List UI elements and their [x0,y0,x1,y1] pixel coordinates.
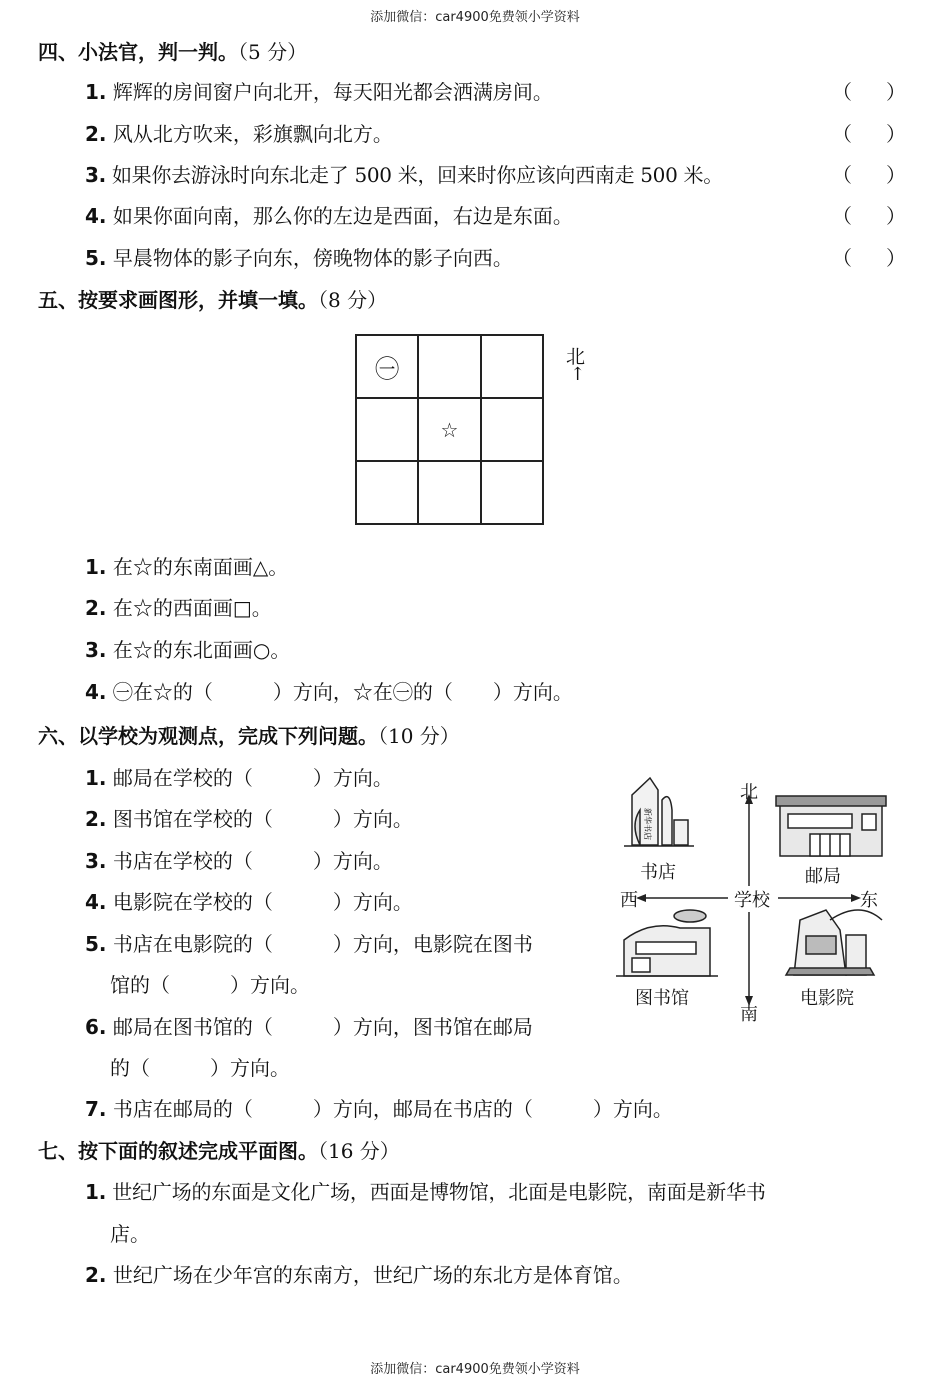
item-text[interactable]: ㊀在☆的（ ）方向，☆在㊀的（ ）方向。 [112,680,573,704]
judge-blank-5[interactable] [832,242,906,271]
paren-open: （ [832,204,852,228]
judge-blank-3[interactable] [832,159,906,188]
section5-title [38,284,387,313]
section6-item-7 [85,1093,673,1122]
section5-item-3 [85,634,290,663]
section4-item-5 [85,242,513,271]
section7-item-1 [85,1176,766,1205]
item-text: 在☆的东南面画△。 [112,555,289,579]
item-number: 2. [85,122,107,146]
paren-open: （ [832,163,852,187]
section4-item-1 [85,76,553,105]
bookstore-icon [624,778,694,846]
section4-title [38,36,307,65]
item-number: 2. [85,807,107,831]
watermark-bottom: 添加微信：car4900免费领小学资料 [370,1362,580,1377]
map-post-office-label: 邮局 [805,866,841,887]
judge-blank-1[interactable] [832,76,906,105]
section7-points: （16 分） [318,1139,400,1163]
section6-item-6 [85,1011,533,1040]
paren-close: ） [886,246,906,270]
item-text: 如果你去游泳时向东北走了 500 米，回来时你应该向西南走 500 米。 [111,163,723,187]
item-number: 3. [85,849,107,873]
north-arrow-icon: ↑ [570,364,586,385]
grid-cell-n[interactable] [418,335,480,398]
north-label: 北 [566,346,586,368]
grid-cell-nw[interactable] [356,335,418,398]
section6-item-5-cont[interactable]: 馆的（ ）方向。 [110,973,310,997]
item-number: 7. [85,1097,107,1121]
grid-cell-ne[interactable] [481,335,543,398]
item-number: 2. [85,1263,107,1287]
map-library-label: 图书馆 [635,988,689,1009]
item-text: 世纪广场在少年宫的东南方，世纪广场的东北方是体育馆。 [112,1263,633,1287]
section6-title [38,720,460,749]
item-text[interactable]: 书店在电影院的（ ）方向，电影院在图书 [112,932,533,956]
item-number: 4. [85,890,107,914]
map-north-label: 北 [740,782,758,803]
item-number: 3. [85,163,106,187]
watermark-top: 添加微信：car4900免费领小学资料 [370,10,580,25]
section4-item-4 [85,200,573,229]
grid-cell-se[interactable] [481,461,543,524]
map-cinema-label: 电影院 [800,988,854,1009]
item-text: 风从北方吹来，彩旗飘向北方。 [112,122,393,146]
section5-item-1 [85,551,288,580]
item-number: 5. [85,932,107,956]
item-number: 6. [85,1015,107,1039]
item-text: 早晨物体的影子向东，傍晚物体的影子向西。 [112,246,513,270]
section6-item-6-cont[interactable]: 的（ ）方向。 [110,1056,290,1080]
item-text[interactable]: 电影院在学校的（ ）方向。 [112,890,413,914]
map-bookstore-label: 书店 [640,862,676,883]
section6-points: （10 分） [378,724,460,748]
item-number: 1. [85,555,107,579]
section7-item-1-cont: 店。 [110,1222,150,1246]
section7-item-2 [85,1259,633,1288]
item-text: 在☆的西面画□。 [112,596,272,620]
section4-item-2 [85,118,393,147]
item-number: 5. [85,246,107,270]
section6-item-5 [85,928,533,957]
item-text[interactable]: 书店在邮局的（ ）方向，邮局在书店的（ ）方向。 [112,1097,673,1121]
section6-item-3 [85,845,393,874]
item-text: 如果你面向南，那么你的左边是西面，右边是东面。 [112,204,573,228]
paren-open: （ [832,246,852,270]
section6-item-1 [85,762,393,791]
direction-map [610,770,900,1025]
section5-points: （8 分） [318,288,388,312]
item-text[interactable]: 书店在学校的（ ）方向。 [112,849,393,873]
paren-close: ） [886,204,906,228]
item-number: 1. [85,80,107,104]
post-office-icon [776,796,886,856]
section7-title [38,1135,400,1164]
section6-item-4 [85,886,413,915]
section4-points: （5 分） [238,40,308,64]
section5-title-text: 五、按要求画图形，并填一填。 [38,288,318,312]
item-number: 2. [85,596,107,620]
section7-title-text: 七、按下面的叙述完成平面图。 [38,1139,318,1163]
item-text[interactable]: 邮局在图书馆的（ ）方向，图书馆在邮局 [112,1015,533,1039]
paren-close: ） [886,122,906,146]
bookstore-sign: 新华书店 [643,808,652,840]
cinema-icon [786,910,882,975]
section5-item-2 [85,592,272,621]
map-school-label: 学校 [732,886,772,912]
paren-open: （ [832,122,852,146]
section6-item-2 [85,803,413,832]
item-number: 4. [85,204,107,228]
minus-circle-icon: ㊀ [375,355,400,383]
judge-blank-2[interactable] [832,118,906,147]
map-west-label: 西 [620,890,638,911]
map-south-label: 南 [740,1004,758,1025]
library-icon [616,910,718,976]
item-text: 辉辉的房间窗户向北开，每天阳光都会洒满房间。 [112,80,553,104]
item-number: 3. [85,638,107,662]
paren-close: ） [886,163,906,187]
paren-open: （ [832,80,852,104]
direction-grid [355,334,544,525]
grid-cell-e[interactable] [481,398,543,461]
star-icon: ☆ [440,417,459,442]
paren-close: ） [886,80,906,104]
item-number: 1. [85,766,107,790]
section4-item-3 [85,159,723,188]
item-number: 4. [85,680,107,704]
grid-cell-w[interactable] [356,398,418,461]
section4-title-text: 四、小法官，判一判。 [38,40,238,64]
grid-cell-center[interactable] [418,398,480,461]
item-text: 在☆的东北面画○。 [112,638,291,662]
map-east-label: 东 [860,890,878,911]
item-number: 1. [85,1180,107,1204]
grid-cell-sw[interactable] [356,461,418,524]
item-text[interactable]: 邮局在学校的（ ）方向。 [112,766,393,790]
item-text[interactable]: 图书馆在学校的（ ）方向。 [112,807,413,831]
judge-blank-4[interactable] [832,200,906,229]
item-text: 世纪广场的东面是文化广场，西面是博物馆，北面是电影院，南面是新华书 [112,1180,766,1204]
section6-title-text: 六、以学校为观测点，完成下列问题。 [38,724,378,748]
section5-item-4 [85,676,573,705]
grid-cell-s[interactable] [418,461,480,524]
